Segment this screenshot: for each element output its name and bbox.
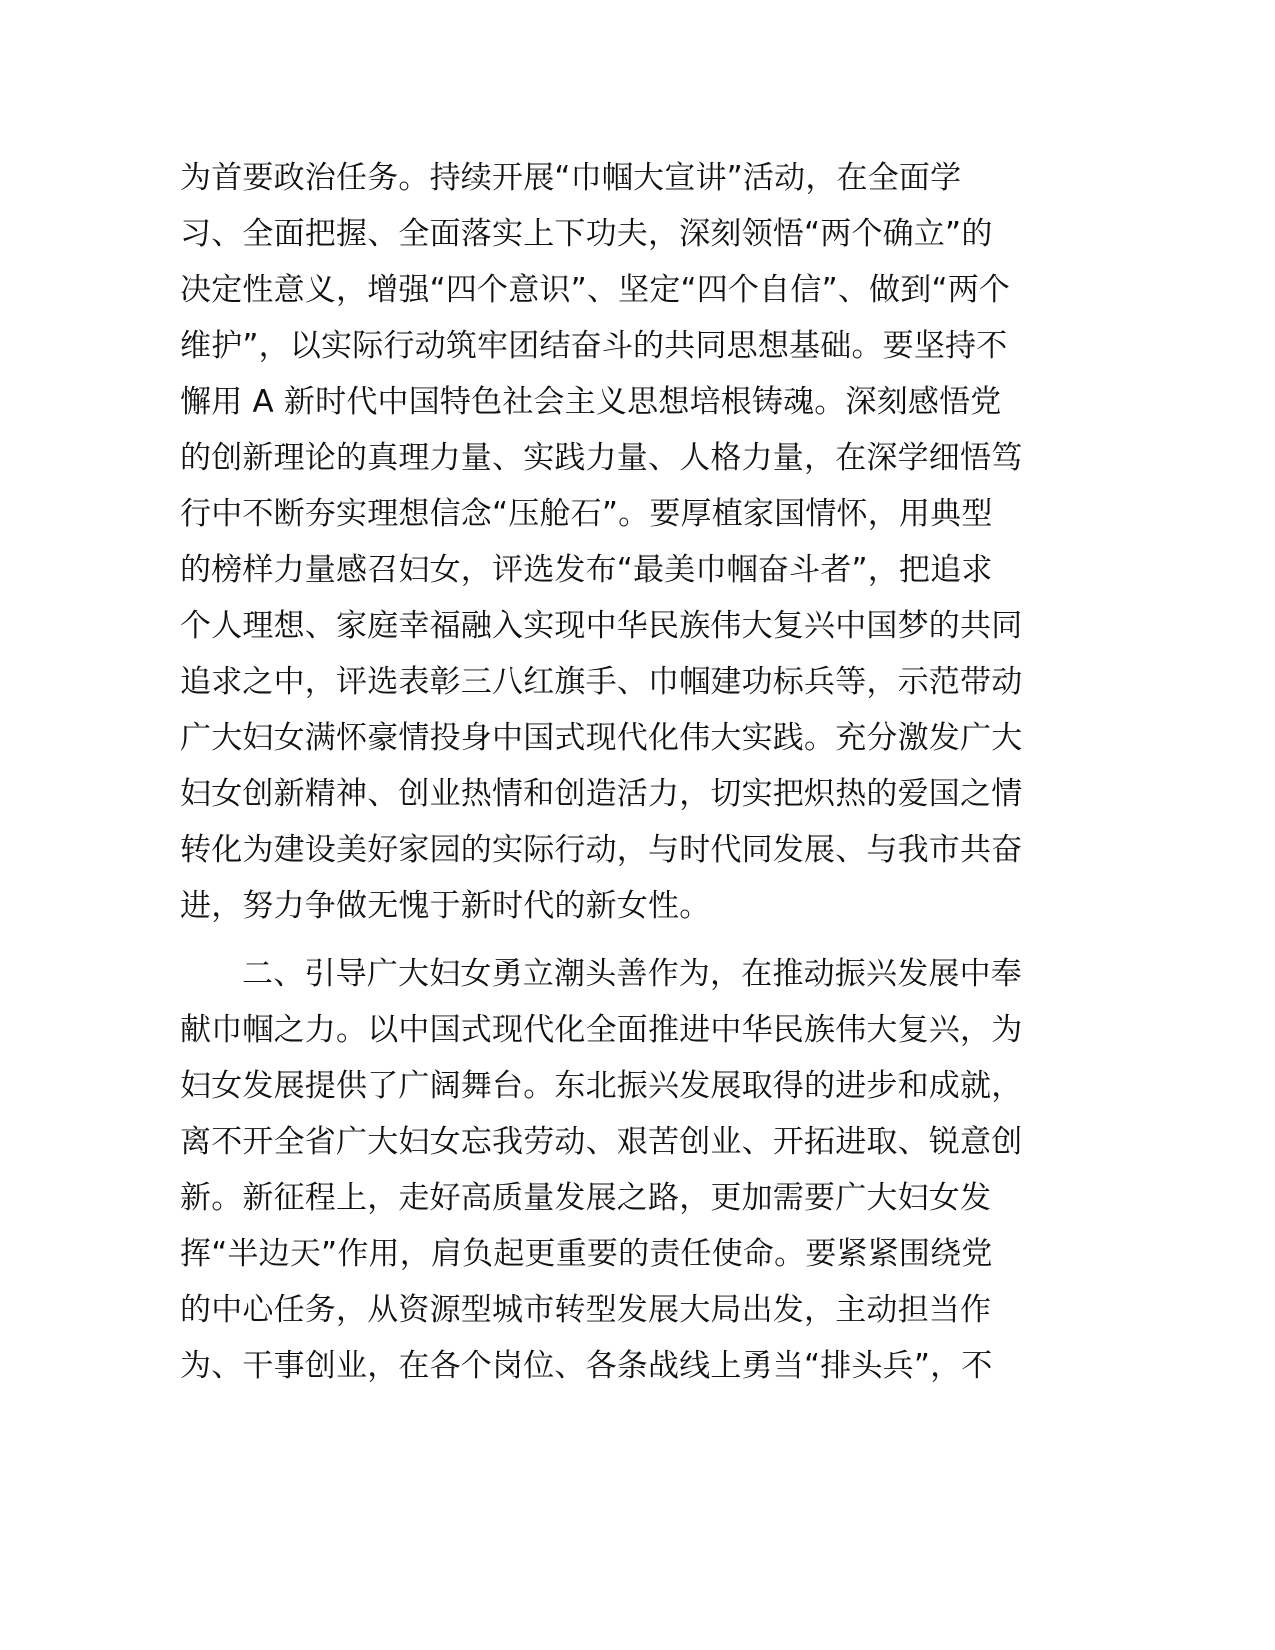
text-line: 追求之中，评选表彰三八红旗手、巾帼建功标兵等，示范带动 (180, 664, 1023, 700)
text-line: 为首要政治任务。持续开展“巾帼大宣讲”活动，在全面学 (180, 160, 962, 196)
text-line: 献巾帼之力。以中国式现代化全面推进中华民族伟大复兴，为 (180, 1012, 1023, 1048)
paragraph-1 (180, 150, 1060, 934)
body-text (180, 150, 1060, 1394)
paragraph-2 (180, 946, 1060, 1394)
text-line: 的榜样力量感召妇女，评选发布“最美巾帼奋斗者”，把追求 (180, 552, 993, 588)
text-line: 离不开全省广大妇女忘我劳动、艰苦创业、开拓进取、锐意创 (180, 1124, 1023, 1160)
paragraph-spacer (180, 934, 1060, 946)
text-line: 妇女发展提供了广阔舞台。东北振兴发展取得的进步和成就， (180, 1068, 1023, 1104)
text-line: 的创新理论的真理力量、实践力量、人格力量，在深学细悟笃 (180, 440, 1023, 476)
text-line: 挥“半边天”作用，肩负起更重要的责任使命。要紧紧围绕党 (180, 1236, 993, 1272)
text-line: 决定性意义，增强“四个意识”、坚定“四个自信”、做到“两个 (180, 272, 1011, 308)
text-line: 行中不断夯实理想信念“压舱石”。要厚植家国情怀，用典型 (180, 496, 993, 532)
text-line: 转化为建设美好家园的实际行动，与时代同发展、与我市共奋 (180, 832, 1023, 868)
text-line: 的中心任务，从资源型城市转型发展大局出发，主动担当作 (180, 1292, 992, 1328)
text-line: 维护”，以实际行动筑牢团结奋斗的共同思想基础。要坚持不 (180, 328, 1008, 364)
text-line: 广大妇女满怀豪情投身中国式现代化伟大实践。充分激发广大 (180, 720, 1023, 756)
text-line: 新。新征程上，走好高质量发展之路，更加需要广大妇女发 (180, 1180, 992, 1216)
text-line: 进，努力争做无愧于新时代的新女性。 (180, 888, 711, 924)
text-line: 个人理想、家庭幸福融入实现中华民族伟大复兴中国梦的共同 (180, 608, 1023, 644)
text-line: 习、全面把握、全面落实上下功夫，深刻领悟“两个确立”的 (180, 216, 993, 252)
text-line-indented: 二、引导广大妇女勇立潮头善作为，在推动振兴发展中奉 (242, 956, 1022, 992)
text-line: 为、干事创业，在各个岗位、各条战线上勇当“排头兵”，不 (180, 1348, 993, 1384)
text-line: 妇女创新精神、创业热情和创造活力，切实把炽热的爱国之情 (180, 776, 1023, 812)
text-line: 懈用 A 新时代中国特色社会主义思想培根铸魂。深刻感悟党 (180, 384, 1002, 420)
